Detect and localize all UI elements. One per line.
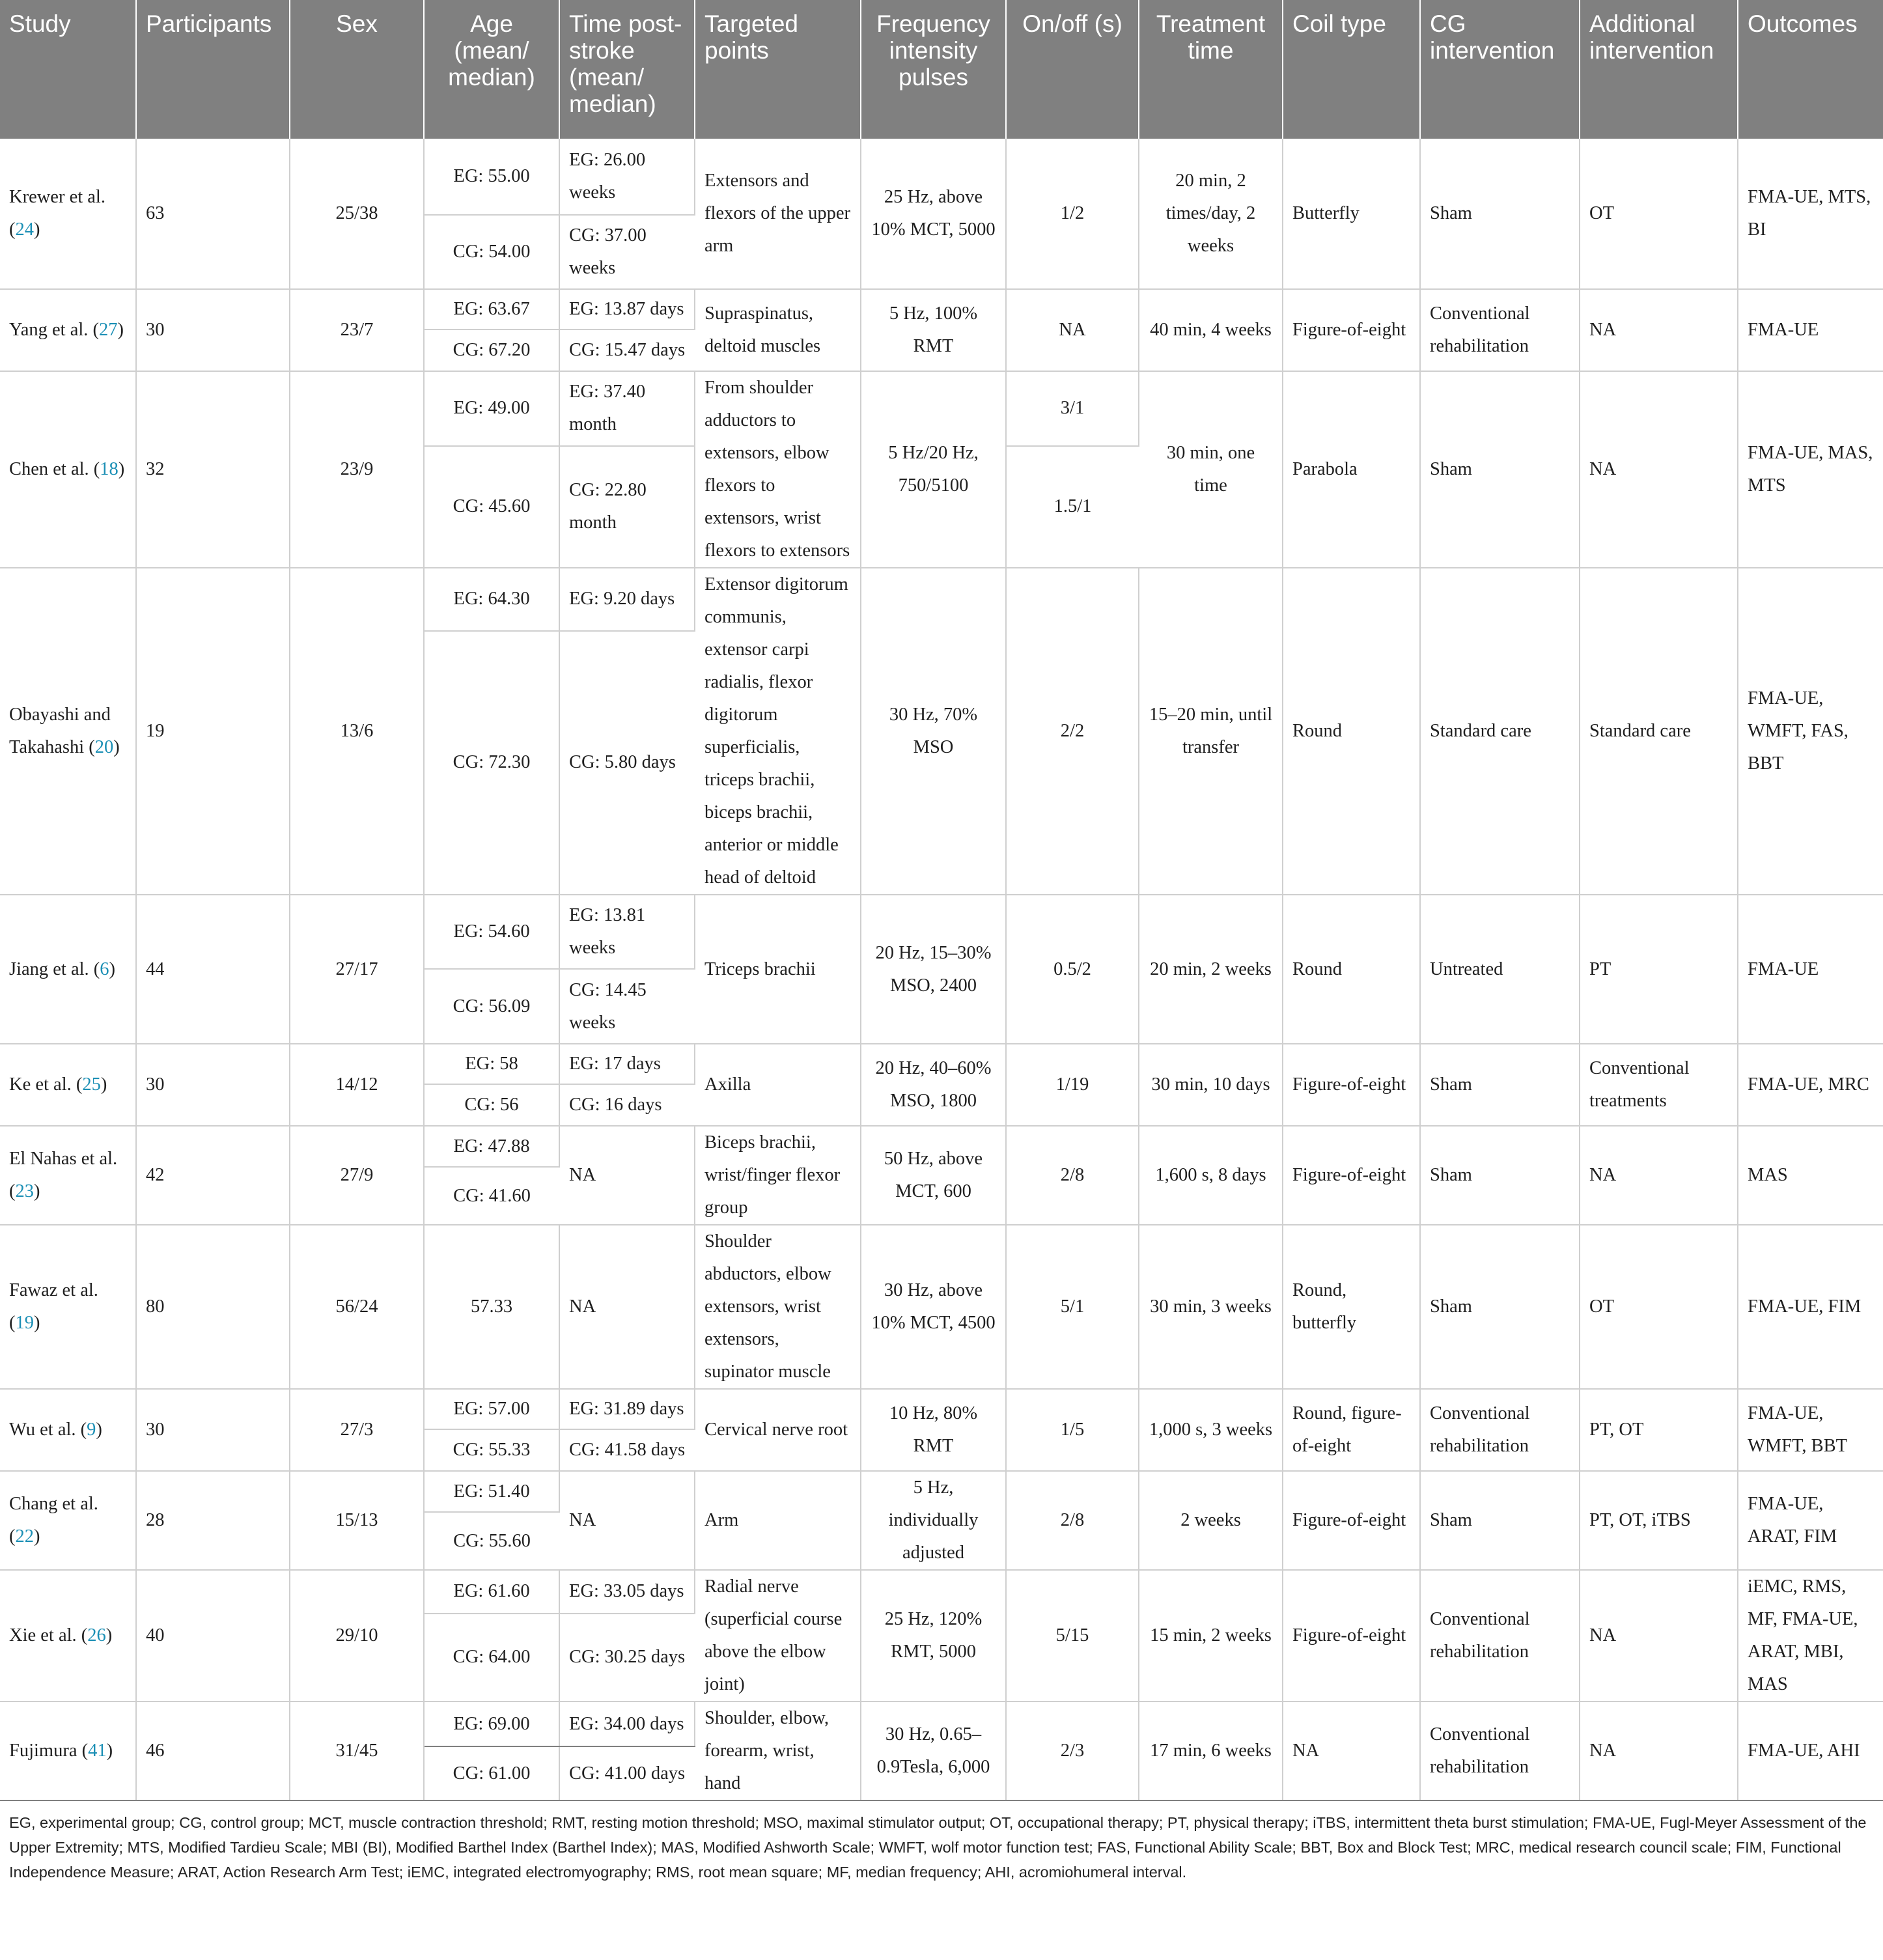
table-row <box>0 139 1883 215</box>
table-row <box>0 1389 1883 1429</box>
study-cell <box>0 1701 136 1800</box>
sex-cell: 31/45 <box>290 1701 424 1800</box>
time-cg-cell: CG: 37.00 weeks <box>559 215 695 289</box>
targeted-points-cell: Extensor digitorum communis, extensor carpi radialis, flexor digitorum superficialis, triceps brachii, biceps brachii, anterior or middle head of deltoid <box>695 568 861 895</box>
age-cg-cell: CG: 54.00 <box>424 215 559 289</box>
treatment-time-cell: 2 weeks <box>1139 1471 1283 1570</box>
study-cell <box>0 1044 136 1126</box>
frequency-cell: 5 Hz/20 Hz, 750/5100 <box>861 371 1006 568</box>
frequency-cell: 30 Hz, 70% MSO <box>861 568 1006 895</box>
study-ref-close: ) <box>34 219 40 240</box>
header-treatment-time: Treatment time <box>1139 0 1283 139</box>
sex-cell: 14/12 <box>290 1044 424 1126</box>
study-cell <box>0 895 136 1044</box>
coil-type-cell: Figure-of-eight <box>1283 1471 1420 1570</box>
sex-cell: 27/3 <box>290 1389 424 1471</box>
on-off-cell: 1/19 <box>1006 1044 1139 1126</box>
outcomes-cell: FMA-UE, MTS, BI <box>1738 139 1883 289</box>
sex-cell: 56/24 <box>290 1225 424 1389</box>
table-row <box>0 289 1883 329</box>
coil-type-cell: NA <box>1283 1701 1420 1800</box>
study-reference-link[interactable]: 9 <box>87 1420 96 1440</box>
study-name: Fujimura ( <box>9 1741 89 1761</box>
targeted-points-cell: Triceps brachii <box>695 895 861 1044</box>
time-cg-cell: CG: 15.47 days <box>559 329 695 371</box>
targeted-points-cell: Arm <box>695 1471 861 1570</box>
study-reference-link[interactable]: 20 <box>94 737 114 757</box>
table-row <box>0 1225 1883 1389</box>
study-name: Chen et al. ( <box>9 459 100 479</box>
table-row <box>0 1471 1883 1512</box>
age-eg-cell: EG: 54.60 <box>424 895 559 969</box>
outcomes-cell: MAS <box>1738 1126 1883 1225</box>
cg-intervention-cell: Sham <box>1420 1471 1580 1570</box>
additional-intervention-cell: NA <box>1580 1126 1738 1225</box>
study-name: Yang et al. ( <box>9 320 100 340</box>
age-eg-cell: EG: 55.00 <box>424 139 559 215</box>
on-off-cell: 2/8 <box>1006 1126 1139 1225</box>
outcomes-cell: iEMC, RMS, MF, FMA-UE, ARAT, MBI, MAS <box>1738 1570 1883 1701</box>
treatment-time-cell: 15–20 min, until transfer <box>1139 568 1283 895</box>
on-off-cell: 5/15 <box>1006 1570 1139 1701</box>
study-cell <box>0 1225 136 1389</box>
table-row <box>0 1126 1883 1167</box>
age-cg-cell: CG: 67.20 <box>424 329 559 371</box>
table-row <box>0 568 1883 631</box>
treatment-time-cell: 15 min, 2 weeks <box>1139 1570 1283 1701</box>
header-outcomes: Outcomes <box>1738 0 1883 139</box>
study-ref-close: ) <box>96 1420 102 1440</box>
time-eg-cell: EG: 34.00 days <box>559 1701 695 1746</box>
table-row <box>0 1044 1883 1084</box>
age-cg-cell: CG: 56 <box>424 1084 559 1126</box>
treatment-time-cell: 20 min, 2 times/day, 2 weeks <box>1139 139 1283 289</box>
header-coil-type: Coil type <box>1283 0 1420 139</box>
sex-cell: 25/38 <box>290 139 424 289</box>
time-cg-cell: CG: 16 days <box>559 1084 695 1126</box>
age-eg-cell: EG: 51.40 <box>424 1471 559 1512</box>
frequency-cell: 20 Hz, 15–30% MSO, 2400 <box>861 895 1006 1044</box>
targeted-points-cell: Supraspinatus, deltoid muscles <box>695 289 861 371</box>
time-cell: NA <box>559 1126 695 1225</box>
age-eg-cell: EG: 58 <box>424 1044 559 1084</box>
age-eg-cell: EG: 61.60 <box>424 1570 559 1614</box>
additional-intervention-cell: Conventional treatments <box>1580 1044 1738 1126</box>
targeted-points-cell: From shoulder adductors to extensors, elbow flexors to extensors, wrist flexors to extensors <box>695 371 861 568</box>
time-eg-cell: EG: 33.05 days <box>559 1570 695 1614</box>
table-footnote: EG, experimental group; CG, control group; MCT, muscle contraction threshold; RMT, resting motion threshold; MSO, maximal stimulator output; OT, occupational therapy; PT, physical therapy; iTBS, intermittent theta burst stimulation; FMA-UE, Fugl-Meyer Assessment of the Upper Extremity; MTS, Modified Tardieu Scale; MBI (BI), Modified Barthel Index (Barthel Index); MAS, Modified Ashworth Scale; WMFT, wolf motor function test; FAS, Functional Ability Scale; BBT, Box and Block Test; MRC, medical research council scale; FIM, Functional Independence Measure; ARAT, Action Research Arm Test; iEMC, integrated electromyography; RMS, root mean square; MF, median frequency; AHI, acromiohumeral interval. <box>9 1814 1867 1881</box>
sex-cell: 15/13 <box>290 1471 424 1570</box>
study-name: Xie et al. ( <box>9 1625 88 1645</box>
time-eg-cell: EG: 13.81 weeks <box>559 895 695 969</box>
treatment-time-cell: 40 min, 4 weeks <box>1139 289 1283 371</box>
frequency-cell: 10 Hz, 80% RMT <box>861 1389 1006 1471</box>
study-cell <box>0 139 136 289</box>
coil-type-cell: Figure-of-eight <box>1283 1126 1420 1225</box>
on-off-cell: 1/2 <box>1006 139 1139 289</box>
study-reference-link[interactable]: 6 <box>100 959 109 979</box>
targeted-points-cell: Shoulder, elbow, forearm, wrist, hand <box>695 1701 861 1800</box>
participants-cell: 46 <box>136 1701 290 1800</box>
outcomes-cell: FMA-UE, MRC <box>1738 1044 1883 1126</box>
treatment-time-cell: 30 min, 10 days <box>1139 1044 1283 1126</box>
outcomes-cell: FMA-UE <box>1738 289 1883 371</box>
frequency-cell: 30 Hz, 0.65–0.9Tesla, 6,000 <box>861 1701 1006 1800</box>
targeted-points-cell: Extensors and flexors of the upper arm <box>695 139 861 289</box>
age-cg-cell: CG: 56.09 <box>424 969 559 1044</box>
header-additional-intervention: Additional intervention <box>1580 0 1738 139</box>
study-name: Chang et al. ( <box>9 1494 98 1547</box>
study-name: Obayashi and Takahashi ( <box>9 705 111 757</box>
cg-intervention-cell: Sham <box>1420 139 1580 289</box>
time-cg-cell: CG: 14.45 weeks <box>559 969 695 1044</box>
participants-cell: 63 <box>136 139 290 289</box>
additional-intervention-cell: PT, OT, iTBS <box>1580 1471 1738 1570</box>
frequency-cell: 30 Hz, above 10% MCT, 4500 <box>861 1225 1006 1389</box>
table-body <box>0 139 1883 1800</box>
coil-type-cell: Round, figure-of-eight <box>1283 1389 1420 1471</box>
participants-cell: 30 <box>136 1044 290 1126</box>
sex-cell: 29/10 <box>290 1570 424 1701</box>
study-cell <box>0 289 136 371</box>
cg-intervention-cell: Sham <box>1420 371 1580 568</box>
time-cg-cell: CG: 30.25 days <box>559 1614 695 1701</box>
time-eg-cell: EG: 31.89 days <box>559 1389 695 1429</box>
cg-intervention-cell: Untreated <box>1420 895 1580 1044</box>
age-cg-cell: CG: 55.60 <box>424 1512 559 1570</box>
time-eg-cell: EG: 9.20 days <box>559 568 695 631</box>
on-off-cell: 5/1 <box>1006 1225 1139 1389</box>
age-cg-cell: CG: 61.00 <box>424 1746 559 1800</box>
frequency-cell: 20 Hz, 40–60% MSO, 1800 <box>861 1044 1006 1126</box>
coil-type-cell: Round <box>1283 568 1420 895</box>
age-eg-cell: EG: 69.00 <box>424 1701 559 1746</box>
age-eg-cell: EG: 64.30 <box>424 568 559 631</box>
study-cell <box>0 1570 136 1701</box>
header-age: Age (mean/ median) <box>424 0 559 139</box>
study-reference-link[interactable]: 25 <box>82 1074 101 1095</box>
time-eg-cell: EG: 26.00 weeks <box>559 139 695 215</box>
cg-intervention-cell: Conventional rehabilitation <box>1420 1570 1580 1701</box>
time-eg-cell: EG: 37.40 month <box>559 371 695 446</box>
study-name: Wu et al. ( <box>9 1420 87 1440</box>
coil-type-cell: Butterfly <box>1283 139 1420 289</box>
time-cell: NA <box>559 1471 695 1570</box>
on-off-cell: NA <box>1006 289 1139 371</box>
time-eg-cell: EG: 13.87 days <box>559 289 695 329</box>
on-off-cell: 2/2 <box>1006 568 1139 895</box>
table-row <box>0 1701 1883 1746</box>
cg-intervention-cell: Standard care <box>1420 568 1580 895</box>
time-cg-cell: CG: 41.58 days <box>559 1429 695 1471</box>
study-cell <box>0 1389 136 1471</box>
outcomes-cell: FMA-UE <box>1738 895 1883 1044</box>
time-eg-cell: EG: 17 days <box>559 1044 695 1084</box>
cg-intervention-cell: Conventional rehabilitation <box>1420 1389 1580 1471</box>
targeted-points-cell: Biceps brachii, wrist/finger flexor group <box>695 1126 861 1225</box>
coil-type-cell: Parabola <box>1283 371 1420 568</box>
age-eg-cell: EG: 49.00 <box>424 371 559 446</box>
study-ref-close: ) <box>113 737 120 757</box>
age-cell: 57.33 <box>424 1225 559 1389</box>
study-ref-close: ) <box>117 320 124 340</box>
age-cg-cell: CG: 64.00 <box>424 1614 559 1701</box>
study-reference-link[interactable]: 23 <box>15 1181 34 1201</box>
study-reference-link[interactable]: 19 <box>15 1313 34 1333</box>
cg-intervention-cell: Conventional rehabilitation <box>1420 289 1580 371</box>
study-name: El Nahas et al. ( <box>9 1149 118 1201</box>
outcomes-cell: FMA-UE, AHI <box>1738 1701 1883 1800</box>
sex-cell: 13/6 <box>290 568 424 895</box>
additional-intervention-cell: PT <box>1580 895 1738 1044</box>
age-cg-cell: CG: 45.60 <box>424 446 559 568</box>
on-off-cell: 2/3 <box>1006 1701 1139 1800</box>
study-name: Krewer et al. ( <box>9 187 105 240</box>
table-row <box>0 895 1883 969</box>
time-cg-cell: CG: 22.80 month <box>559 446 695 568</box>
header-sex: Sex <box>290 0 424 139</box>
frequency-cell: 50 Hz, above MCT, 600 <box>861 1126 1006 1225</box>
on-off-cell: 1/5 <box>1006 1389 1139 1471</box>
study-cell <box>0 1126 136 1225</box>
sex-cell: 27/9 <box>290 1126 424 1225</box>
participants-cell: 30 <box>136 289 290 371</box>
additional-intervention-cell: OT <box>1580 1225 1738 1389</box>
targeted-points-cell: Radial nerve (superficial course above the elbow joint) <box>695 1570 861 1701</box>
frequency-cell: 5 Hz, individually adjusted <box>861 1471 1006 1570</box>
cg-intervention-cell: Sham <box>1420 1044 1580 1126</box>
on-off-cell: 1.5/1 <box>1006 446 1139 568</box>
sex-cell: 23/9 <box>290 371 424 568</box>
outcomes-cell: FMA-UE, FIM <box>1738 1225 1883 1389</box>
study-reference-link[interactable]: 41 <box>88 1741 107 1761</box>
sex-cell: 23/7 <box>290 289 424 371</box>
outcomes-cell: FMA-UE, WMFT, BBT <box>1738 1389 1883 1471</box>
time-cg-cell: CG: 41.00 days <box>559 1746 695 1800</box>
study-ref-close: ) <box>118 459 125 479</box>
frequency-cell: 25 Hz, above 10% MCT, 5000 <box>861 139 1006 289</box>
additional-intervention-cell: Standard care <box>1580 568 1738 895</box>
study-ref-close: ) <box>109 959 116 979</box>
age-eg-cell: EG: 63.67 <box>424 289 559 329</box>
coil-type-cell: Figure-of-eight <box>1283 1570 1420 1701</box>
treatment-time-cell: 20 min, 2 weeks <box>1139 895 1283 1044</box>
header-targeted-points: Targeted points <box>695 0 861 139</box>
additional-intervention-cell: NA <box>1580 289 1738 371</box>
coil-type-cell: Figure-of-eight <box>1283 1044 1420 1126</box>
additional-intervention-cell: NA <box>1580 1701 1738 1800</box>
treatment-time-cell: 30 min, one time <box>1139 371 1283 568</box>
coil-type-cell: Figure-of-eight <box>1283 289 1420 371</box>
age-eg-cell: EG: 57.00 <box>424 1389 559 1429</box>
study-cell <box>0 371 136 568</box>
participants-cell: 32 <box>136 371 290 568</box>
study-reference-link[interactable]: 18 <box>100 459 119 479</box>
age-eg-cell: EG: 47.88 <box>424 1126 559 1167</box>
study-reference-link[interactable]: 27 <box>99 320 118 340</box>
header-cg-intervention: CG intervention <box>1420 0 1580 139</box>
outcomes-cell: FMA-UE, MAS, MTS <box>1738 371 1883 568</box>
targeted-points-cell: Cervical nerve root <box>695 1389 861 1471</box>
participants-cell: 44 <box>136 895 290 1044</box>
on-off-cell: 3/1 <box>1006 371 1139 446</box>
study-ref-close: ) <box>100 1074 107 1095</box>
study-ref-close: ) <box>106 1741 113 1761</box>
treatment-time-cell: 30 min, 3 weeks <box>1139 1225 1283 1389</box>
targeted-points-cell: Shoulder abductors, elbow extensors, wrist extensors, supinator muscle <box>695 1225 861 1389</box>
outcomes-cell: FMA-UE, WMFT, FAS, BBT <box>1738 568 1883 895</box>
age-cg-cell: CG: 55.33 <box>424 1429 559 1471</box>
cg-intervention-cell: Conventional rehabilitation <box>1420 1701 1580 1800</box>
cg-intervention-cell: Sham <box>1420 1126 1580 1225</box>
participants-cell: 80 <box>136 1225 290 1389</box>
additional-intervention-cell: PT, OT <box>1580 1389 1738 1471</box>
study-ref-close: ) <box>34 1181 40 1201</box>
cg-intervention-cell: Sham <box>1420 1225 1580 1389</box>
outcomes-cell: FMA-UE, ARAT, FIM <box>1738 1471 1883 1570</box>
frequency-cell: 5 Hz, 100% RMT <box>861 289 1006 371</box>
participants-cell: 28 <box>136 1471 290 1570</box>
header-on-off: On/off (s) <box>1006 0 1139 139</box>
time-cg-cell: CG: 5.80 days <box>559 631 695 895</box>
table-row <box>0 1570 1883 1614</box>
additional-intervention-cell: NA <box>1580 371 1738 568</box>
age-cg-cell: CG: 72.30 <box>424 631 559 895</box>
frequency-cell: 25 Hz, 120% RMT, 5000 <box>861 1570 1006 1701</box>
study-reference-link[interactable]: 24 <box>15 219 34 240</box>
header-frequency: Frequency intensity pulses <box>861 0 1006 139</box>
study-reference-link[interactable]: 26 <box>87 1625 106 1645</box>
coil-type-cell: Round <box>1283 895 1420 1044</box>
study-name: Jiang et al. ( <box>9 959 100 979</box>
targeted-points-cell: Axilla <box>695 1044 861 1126</box>
age-cg-cell: CG: 41.60 <box>424 1167 559 1225</box>
table-header <box>0 0 1883 139</box>
study-name: Fawaz et al. ( <box>9 1280 98 1333</box>
treatment-time-cell: 17 min, 6 weeks <box>1139 1701 1283 1800</box>
treatment-time-cell: 1,600 s, 8 days <box>1139 1126 1283 1225</box>
time-cell: NA <box>559 1225 695 1389</box>
participants-cell: 30 <box>136 1389 290 1471</box>
study-ref-close: ) <box>34 1526 40 1547</box>
study-ref-close: ) <box>34 1313 40 1333</box>
study-reference-link[interactable]: 22 <box>15 1526 34 1547</box>
participants-cell: 19 <box>136 568 290 895</box>
table-row <box>0 371 1883 446</box>
study-cell <box>0 1471 136 1570</box>
on-off-cell: 2/8 <box>1006 1471 1139 1570</box>
sex-cell: 27/17 <box>290 895 424 1044</box>
study-name: Ke et al. ( <box>9 1074 83 1095</box>
participants-cell: 42 <box>136 1126 290 1225</box>
additional-intervention-cell: OT <box>1580 139 1738 289</box>
additional-intervention-cell: NA <box>1580 1570 1738 1701</box>
study-ref-close: ) <box>105 1625 113 1645</box>
study-cell <box>0 568 136 895</box>
header-participants: Participants <box>136 0 290 139</box>
on-off-cell: 0.5/2 <box>1006 895 1139 1044</box>
coil-type-cell: Round, butterfly <box>1283 1225 1420 1389</box>
header-study: Study <box>0 0 136 139</box>
header-time-post-stroke: Time post-stroke (mean/ median) <box>559 0 695 139</box>
treatment-time-cell: 1,000 s, 3 weeks <box>1139 1389 1283 1471</box>
participants-cell: 40 <box>136 1570 290 1701</box>
